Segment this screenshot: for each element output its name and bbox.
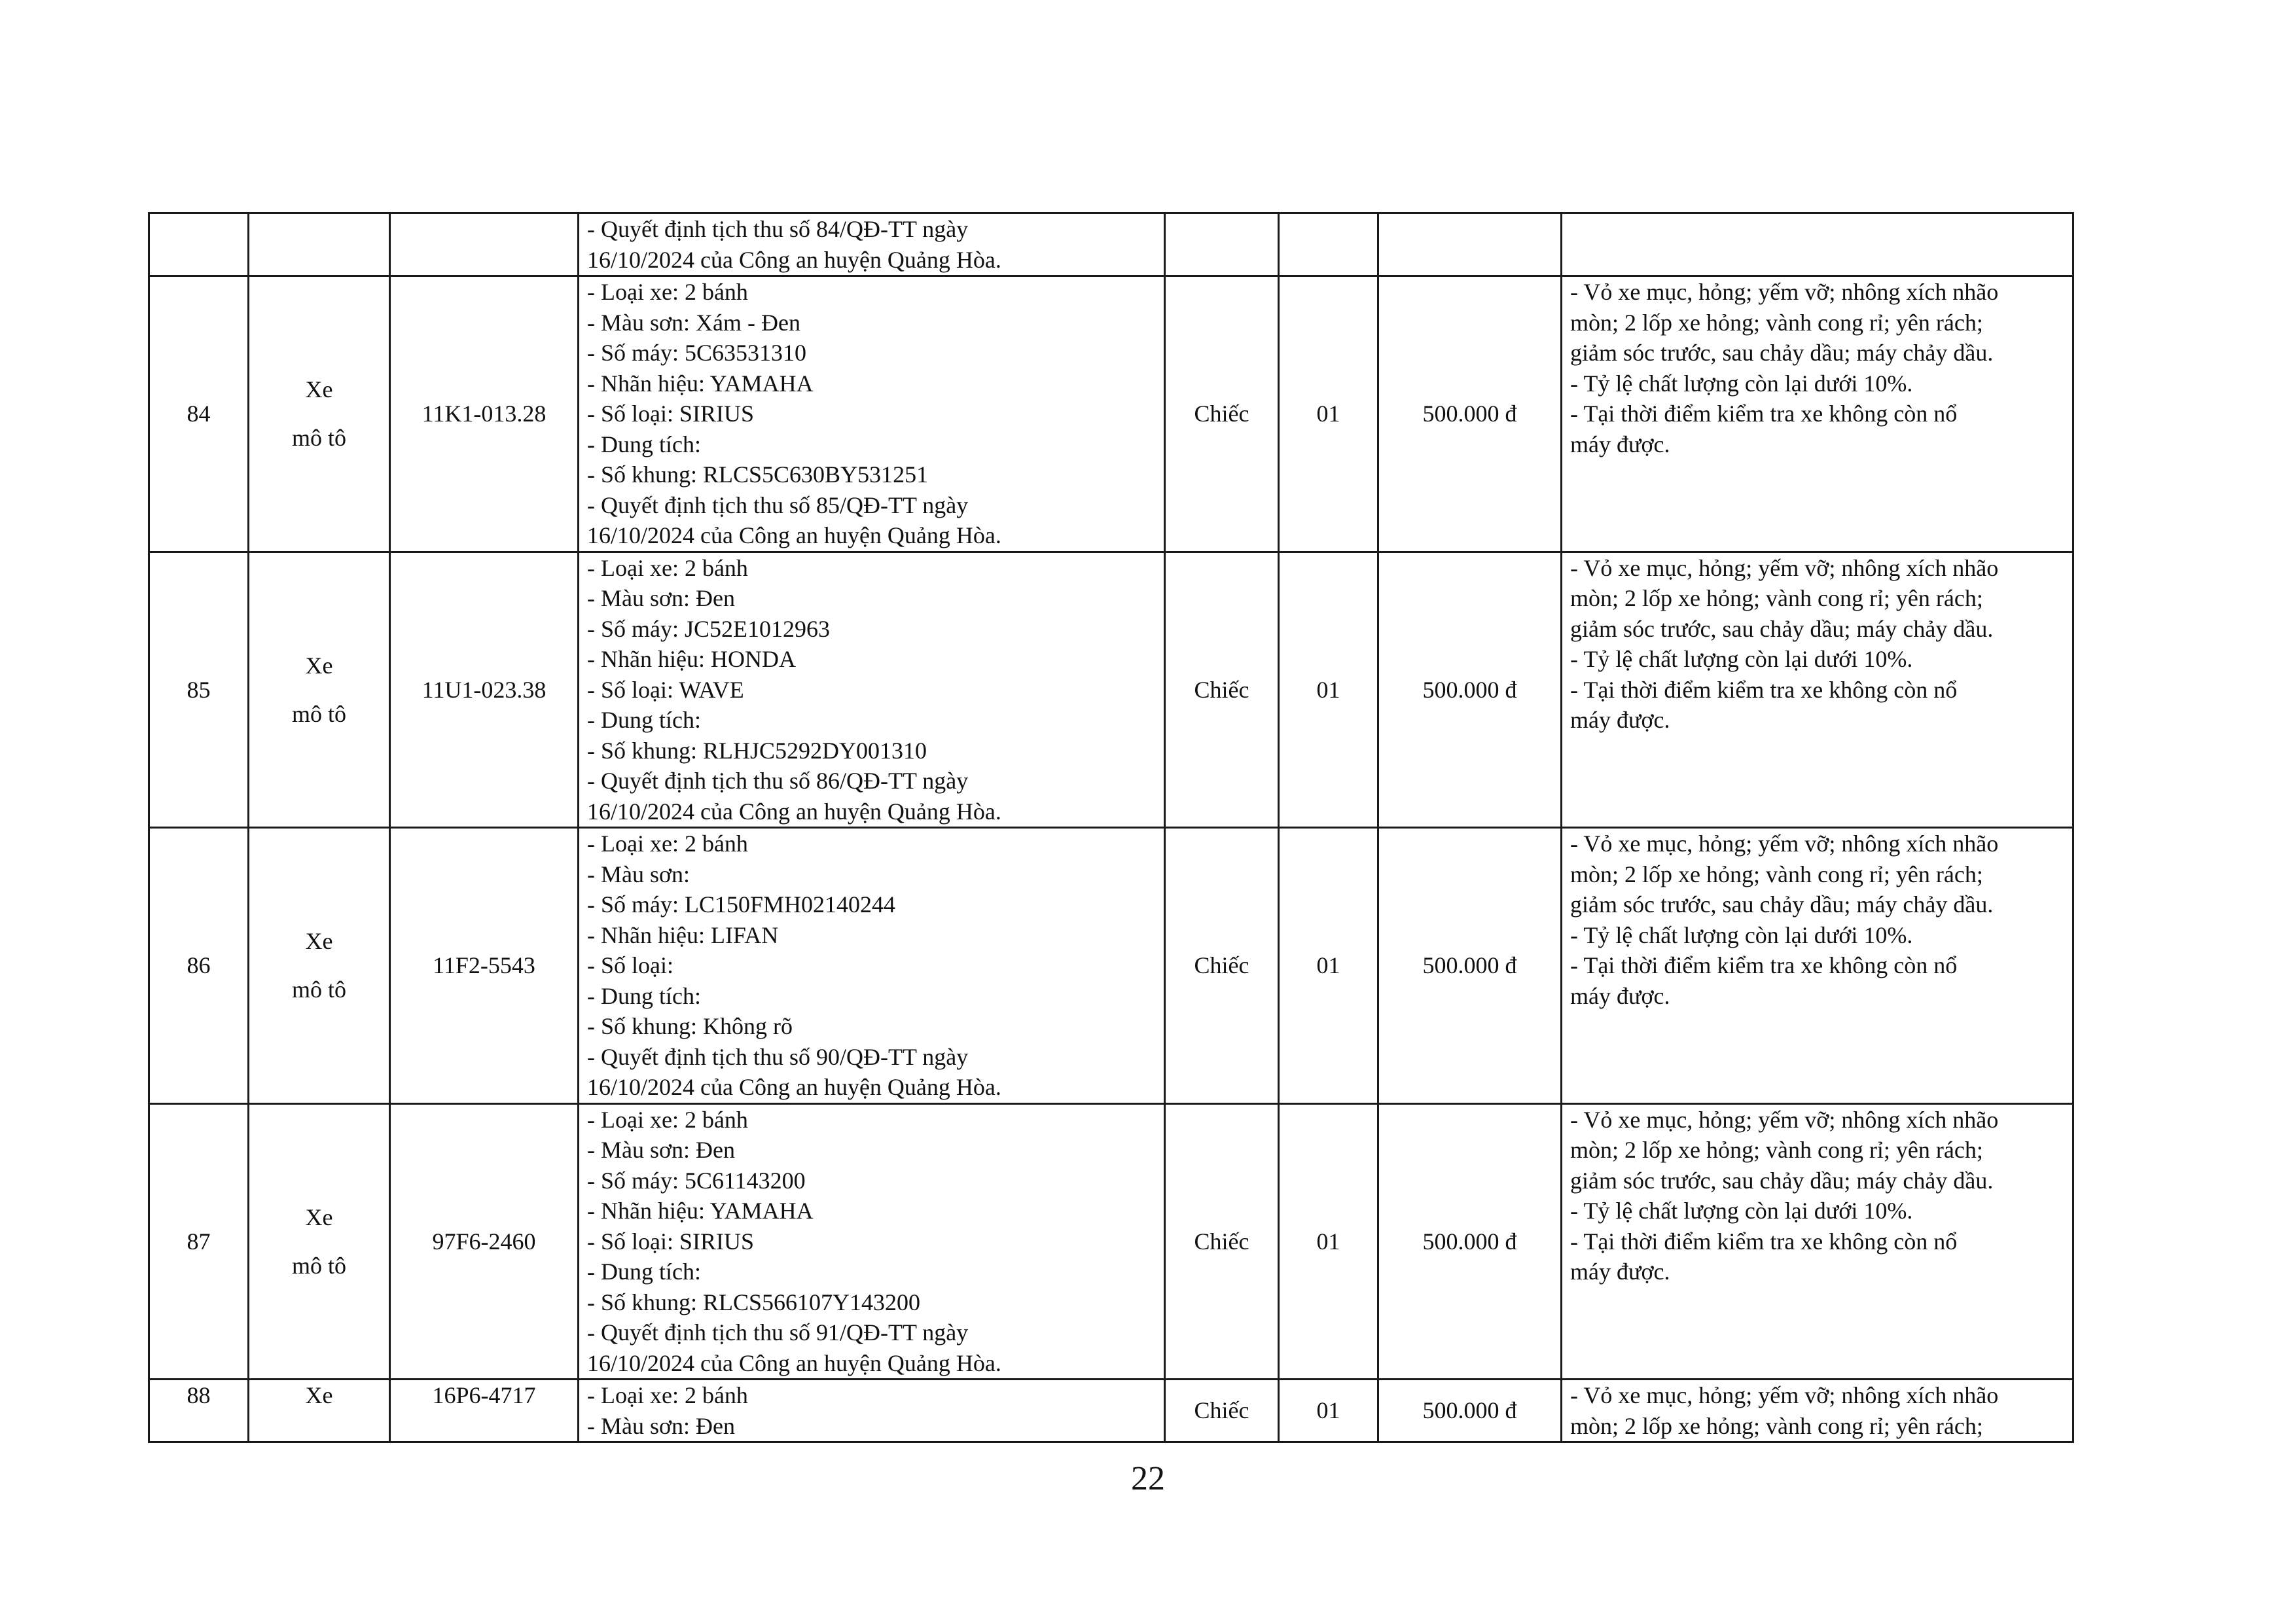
desc-line: - Số máy: JC52E1012963 [587,615,831,642]
cond-line: - Vỏ xe mục, hỏng; yếm vỡ; nhông xích nhão [1570,1382,1999,1408]
cond-line: - Vỏ xe mục, hỏng; yếm vỡ; nhông xích nhão [1570,1106,1999,1133]
desc-line: - Nhãn hiệu: LIFAN [587,921,779,948]
qty-cell: 01 [1279,552,1378,828]
desc-line: - Số khung: Không rõ [587,1013,793,1039]
name-line: Xe [305,376,333,403]
table-row [149,552,2073,828]
cond-cell [1562,552,2073,828]
stt-cell: 88 [149,1380,249,1442]
name-cell: Xe [249,1380,390,1442]
desc-line: - Màu sơn: Đen [587,1412,736,1439]
name-line: Xe [305,1204,333,1230]
unit-cell: Chiếc [1165,552,1279,828]
cond-line: máy được. [1570,1258,1670,1285]
desc-line: - Nhãn hiệu: YAMAHA [587,1198,814,1224]
price-cell: 500.000 đ [1378,1380,1562,1442]
plate-cell: 11F2-5543 [390,828,579,1104]
desc-cell [579,276,1165,552]
desc-line: - Nhãn hiệu: YAMAHA [587,370,814,397]
name-cell [249,1103,390,1380]
name-line: mô tô [291,425,346,452]
table-row-continuation [149,213,2073,276]
cond-cell [1562,213,2073,276]
cond-line: - Tỷ lệ chất lượng còn lại dưới 10%. [1570,646,1913,672]
cond-line: - Tỷ lệ chất lượng còn lại dưới 10%. [1570,370,1913,397]
cond-line: mòn; 2 lốp xe hỏng; vành cong rỉ; yên rách; [1570,309,1983,336]
desc-line: - Số máy: 5C61143200 [587,1167,806,1194]
cond-line: giảm sóc trước, sau chảy dầu; máy chảy dầu. [1570,615,1994,642]
cond-line: - Vỏ xe mục, hỏng; yếm vỡ; nhông xích nhão [1570,830,1999,857]
table-row [149,1380,2073,1442]
desc-line: - Loại xe: 2 bánh [587,830,748,857]
desc-cell [579,1380,1165,1442]
stt-cell [149,213,249,276]
cond-line: giảm sóc trước, sau chảy dầu; máy chảy dầu. [1570,340,1994,366]
name-line: mô tô [291,976,346,1003]
name-line: mô tô [291,700,346,727]
name-cell [249,828,390,1104]
price-cell: 500.000 đ [1378,828,1562,1104]
cond-line: giảm sóc trước, sau chảy dầu; máy chảy dầu. [1570,891,1994,918]
cond-cell [1562,1380,2073,1442]
desc-line: - Số khung: RLCS566107Y143200 [587,1289,921,1315]
cond-line: - Tỷ lệ chất lượng còn lại dưới 10%. [1570,1198,1913,1224]
desc-line: 16/10/2024 của Công an huyện Quảng Hòa. [587,1074,1001,1100]
desc-cell [579,1103,1165,1380]
desc-line: - Dung tích: [587,982,701,1009]
desc-line: - Màu sơn: Xám - Đen [587,309,800,336]
desc-cell [579,213,1165,276]
name-line: mô tô [291,1252,346,1279]
desc-line: - Quyết định tịch thu số 90/QĐ-TT ngày [587,1043,969,1070]
desc-line: - Loại xe: 2 bánh [587,1382,748,1408]
desc-line: 16/10/2024 của Công an huyện Quảng Hòa. [587,798,1001,825]
desc-line: - Số loại: SIRIUS [587,401,755,427]
unit-cell: Chiếc [1165,1380,1279,1442]
cond-line: máy được. [1570,431,1670,457]
table-row [149,1103,2073,1380]
desc-line: - Quyết định tịch thu số 91/QĐ-TT ngày [587,1319,969,1346]
cond-line: mòn; 2 lốp xe hỏng; vành cong rỉ; yên rách; [1570,585,1983,611]
qty-cell: 01 [1279,1103,1378,1380]
desc-cell [579,828,1165,1104]
price-cell: 500.000 đ [1378,276,1562,552]
desc-line: 16/10/2024 của Công an huyện Quảng Hòa. [587,522,1001,548]
cond-cell [1562,1103,2073,1380]
desc-line: - Dung tích: [587,707,701,733]
cond-line: mòn; 2 lốp xe hỏng; vành cong rỉ; yên rách; [1570,1412,1983,1439]
desc-line: - Màu sơn: Đen [587,585,736,611]
cond-line: - Tại thời điểm kiểm tra xe không còn nổ [1570,1228,1958,1255]
plate-cell: 11U1-023.38 [390,552,579,828]
desc-line: - Dung tích: [587,431,701,457]
desc-line: - Màu sơn: Đen [587,1137,736,1163]
desc-line: - Số loại: WAVE [587,676,744,703]
desc-line: - Màu sơn: [587,861,691,887]
unit-cell: Chiếc [1165,1103,1279,1380]
plate-cell [390,213,579,276]
plate-cell: 11K1-013.28 [390,276,579,552]
cond-line: - Tỷ lệ chất lượng còn lại dưới 10%. [1570,921,1913,948]
desc-line: - Nhãn hiệu: HONDA [587,646,796,672]
qty-cell: 01 [1279,276,1378,552]
cond-line: máy được. [1570,707,1670,733]
table-row [149,276,2073,552]
cond-cell [1562,828,2073,1104]
stt-cell: 84 [149,276,249,552]
desc-line: - Số loại: [587,952,673,978]
desc-line: - Dung tích: [587,1258,701,1285]
cond-line: mòn; 2 lốp xe hỏng; vành cong rỉ; yên rách; [1570,1137,1983,1163]
cond-line: - Vỏ xe mục, hỏng; yếm vỡ; nhông xích nhão [1570,554,1999,581]
qty-cell: 01 [1279,828,1378,1104]
qty-cell: 01 [1279,1380,1378,1442]
name-line: Xe [305,928,333,955]
desc-line: - Số loại: SIRIUS [587,1228,755,1255]
desc-line: - Quyết định tịch thu số 85/QĐ-TT ngày [587,491,969,518]
table-row [149,828,2073,1104]
desc-line: - Loại xe: 2 bánh [587,279,748,305]
cond-cell [1562,276,2073,552]
desc-cell [579,552,1165,828]
name-line: Xe [305,652,333,679]
price-cell: 500.000 đ [1378,552,1562,828]
name-cell [249,552,390,828]
plate-cell: 97F6-2460 [390,1103,579,1380]
price-cell: 500.000 đ [1378,1103,1562,1380]
unit-cell [1165,213,1279,276]
unit-cell: Chiếc [1165,276,1279,552]
unit-cell: Chiếc [1165,828,1279,1104]
qty-cell [1279,213,1378,276]
stt-cell: 85 [149,552,249,828]
desc-line: - Quyết định tịch thu số 86/QĐ-TT ngày [587,768,969,794]
price-cell [1378,213,1562,276]
desc-line: - Số khung: RLHJC5292DY001310 [587,737,927,764]
name-cell [249,276,390,552]
cond-line: máy được. [1570,982,1670,1009]
page-number: 22 [1131,1460,1165,1497]
cond-line: giảm sóc trước, sau chảy dầu; máy chảy dầu. [1570,1167,1994,1194]
cond-line: - Vỏ xe mục, hỏng; yếm vỡ; nhông xích nhão [1570,279,1999,305]
desc-line: - Số khung: RLCS5C630BY531251 [587,461,929,488]
plate-cell: 16P6-4717 [390,1380,579,1442]
cond-line: - Tại thời điểm kiểm tra xe không còn nổ [1570,401,1958,427]
desc-line: - Số máy: LC150FMH02140244 [587,891,896,918]
stt-cell: 86 [149,828,249,1104]
name-cell [249,213,390,276]
desc-line: - Loại xe: 2 bánh [587,554,748,581]
stt-cell: 87 [149,1103,249,1380]
desc-line: 16/10/2024 của Công an huyện Quảng Hòa. [587,246,1001,273]
cond-line: mòn; 2 lốp xe hỏng; vành cong rỉ; yên rách; [1570,861,1983,887]
cond-line: - Tại thời điểm kiểm tra xe không còn nổ [1570,676,1958,703]
desc-line: 16/10/2024 của Công an huyện Quảng Hòa. [587,1349,1001,1376]
desc-line: - Loại xe: 2 bánh [587,1106,748,1133]
vehicle-table [148,212,2074,1443]
desc-line: - Số máy: 5C63531310 [587,340,807,366]
desc-line: - Quyết định tịch thu số 84/QĐ-TT ngày [587,216,969,242]
cond-line: - Tại thời điểm kiểm tra xe không còn nổ [1570,952,1958,978]
